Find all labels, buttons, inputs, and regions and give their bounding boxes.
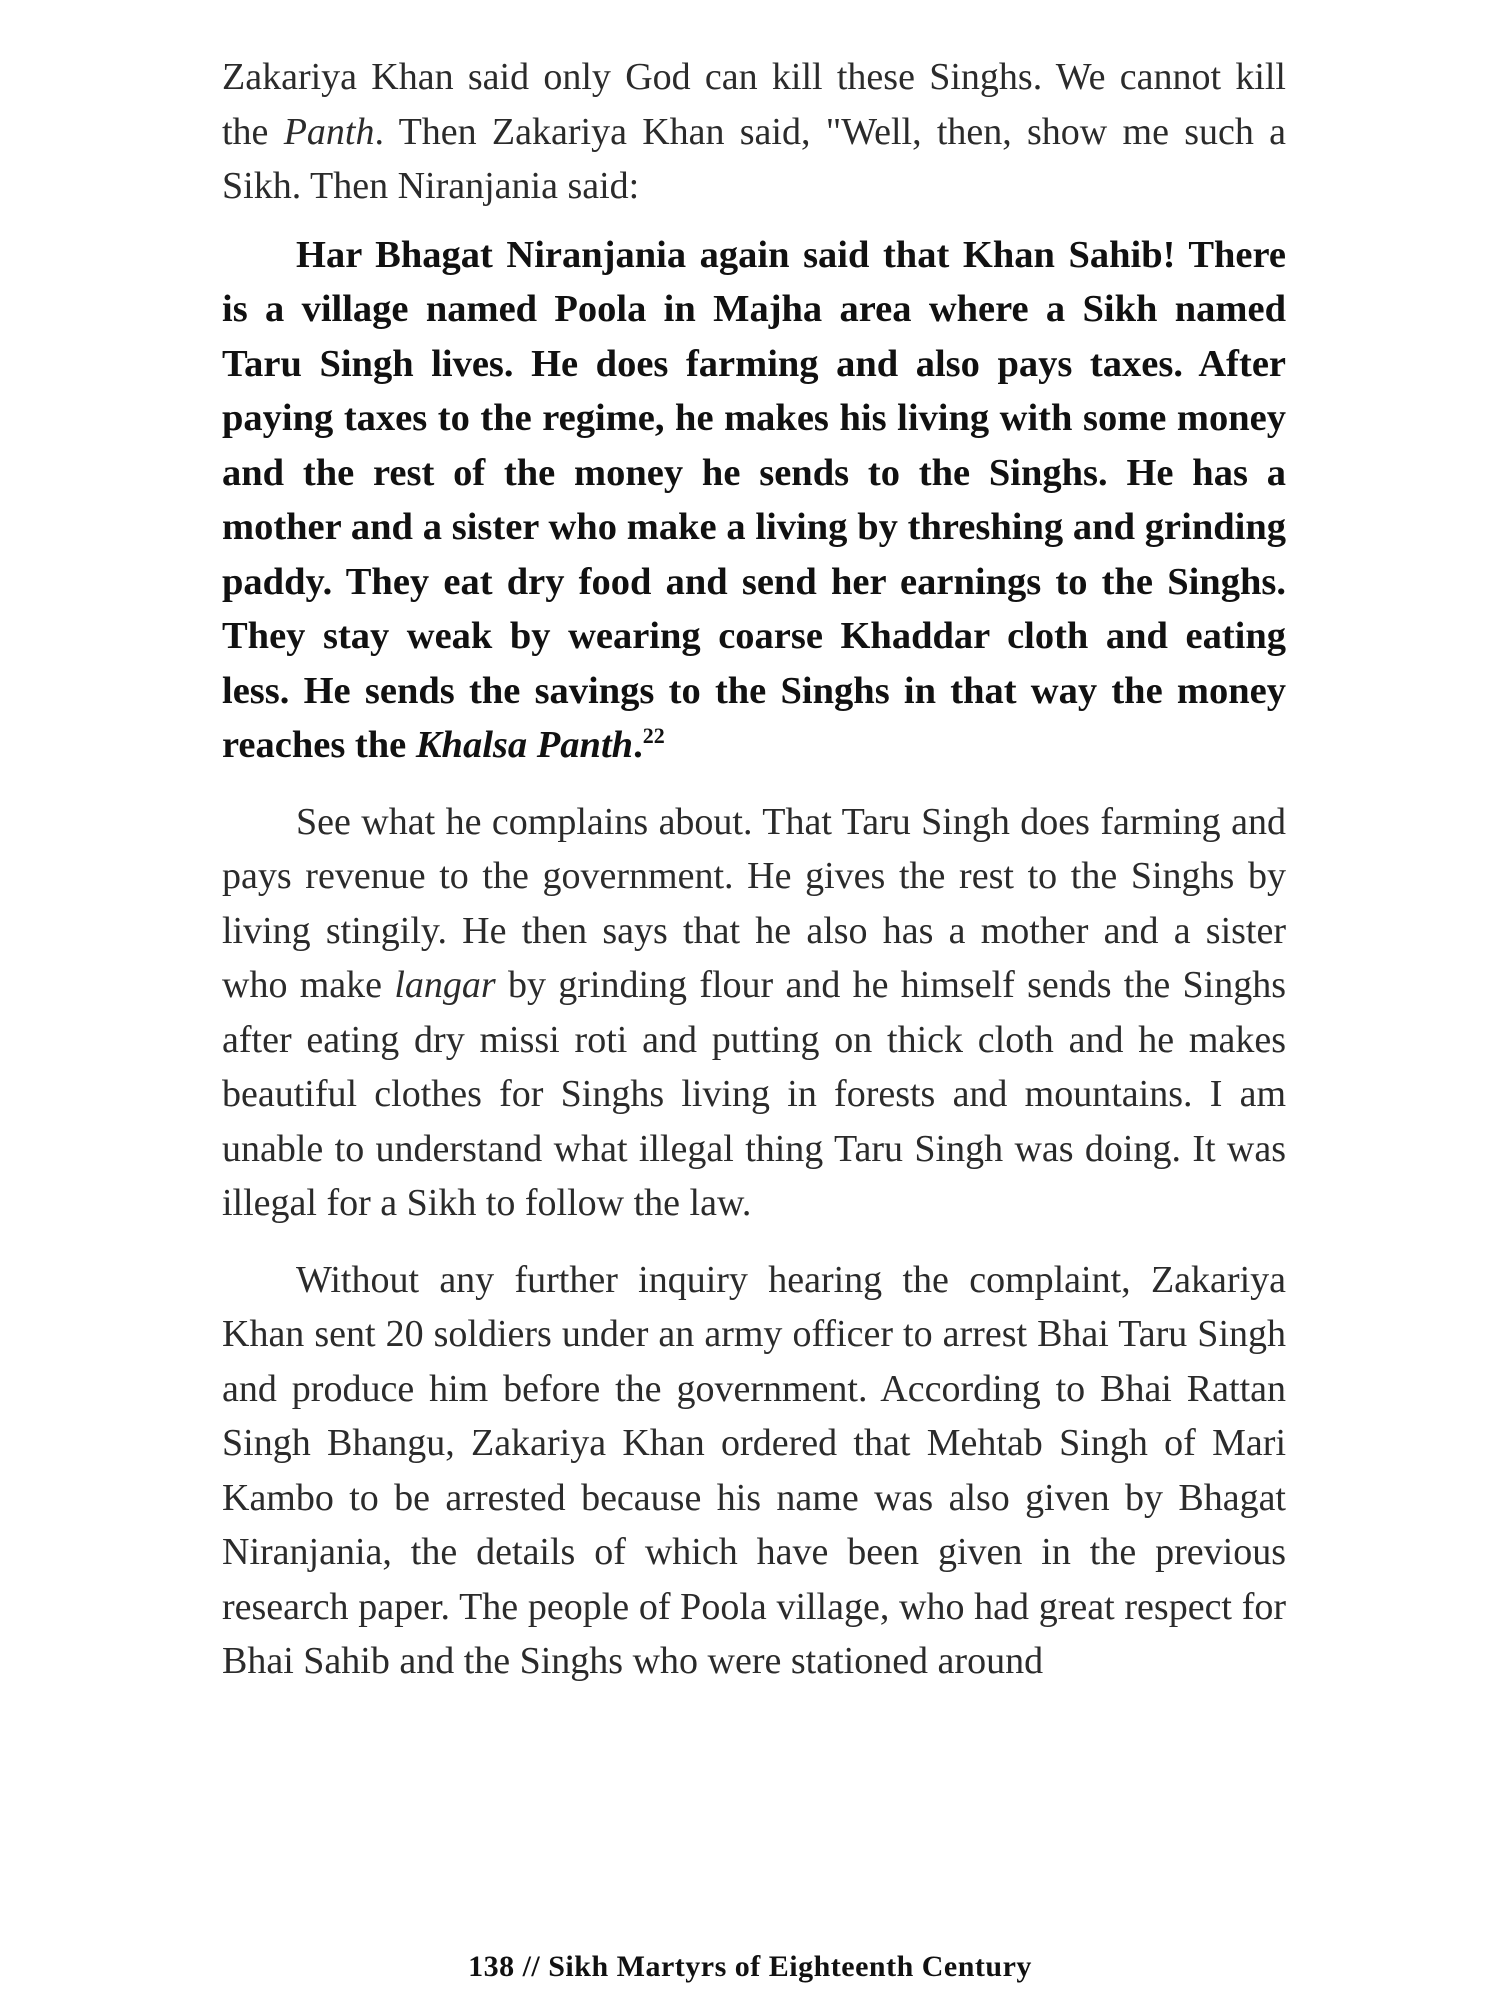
complaint-text-b: by grinding flour and he himself sends the Singhs after eating dry missi roti and putting on thick cloth and he makes beautiful clothes for Singhs living in forests and mountains. I am unable to understand what illegal thing Taru Singh was doing. It was illegal for a Sikh to follow the law. (222, 964, 1287, 1224)
intro-text-b: . Then Zakariya Khan said, "Well, then, show me such a Sikh. Then Niranjania said: (222, 110, 1286, 207)
footnote-marker: 22 (642, 723, 665, 749)
quote-italic-khalsa-panth: Khalsa Panth (415, 724, 634, 766)
page-footer: 138 // Sikh Martyrs of Eighteenth Century (468, 1950, 1032, 1983)
paragraph-complaint (222, 795, 1286, 1231)
intro-text-a: Zakariya Khan said only God can kill these Singhs. We cannot kill the (222, 56, 1286, 153)
complaint-italic-langar: langar (394, 964, 496, 1006)
quoted-passage (222, 228, 1286, 773)
arrest-text: Without any further inquiry hearing the complaint, Zakariya Khan sent 20 soldiers under an army officer to arrest Bhai Taru Singh and produce him before the government. According to Bhai Rattan Singh Bhangu, Zakariya Khan ordered that Mehtab Singh of Mari Kambo to be arrested because his name was also given by Bhagat Niranjania, the details of which have been given in the previous research paper. The people of Poola village, who had great respect for Bhai Sahib and the Singhs who were stationed around (222, 1258, 1286, 1682)
page-body (222, 50, 1286, 1689)
paragraph-intro (222, 50, 1286, 214)
paragraph-arrest (222, 1253, 1286, 1689)
intro-italic-panth: Panth (283, 110, 375, 153)
quote-text: Har Bhagat Niranjania again said that Khan Sahib! There is a village named Poola in Majha area where a Sikh named Taru Singh lives. He does farming and also pays taxes. After paying taxes to the regime, he makes his living with some money and the rest of the money he sends to the Singhs. He has a mother and a sister who make a living by threshing and grinding paddy. They eat dry food and send her earnings to the Singhs. They stay weak by wearing coarse Khaddar cloth and eating less. He sends the savings to the Singhs in that way the money reaches the (222, 233, 1286, 766)
complaint-text-a: See what he complains about. That Taru Singh does farming and pays revenue to the government. He gives the rest to the Singhs by living stingily. He then says that he also has a mother and a sister who make (222, 800, 1286, 1006)
quote-end: . (633, 724, 643, 766)
